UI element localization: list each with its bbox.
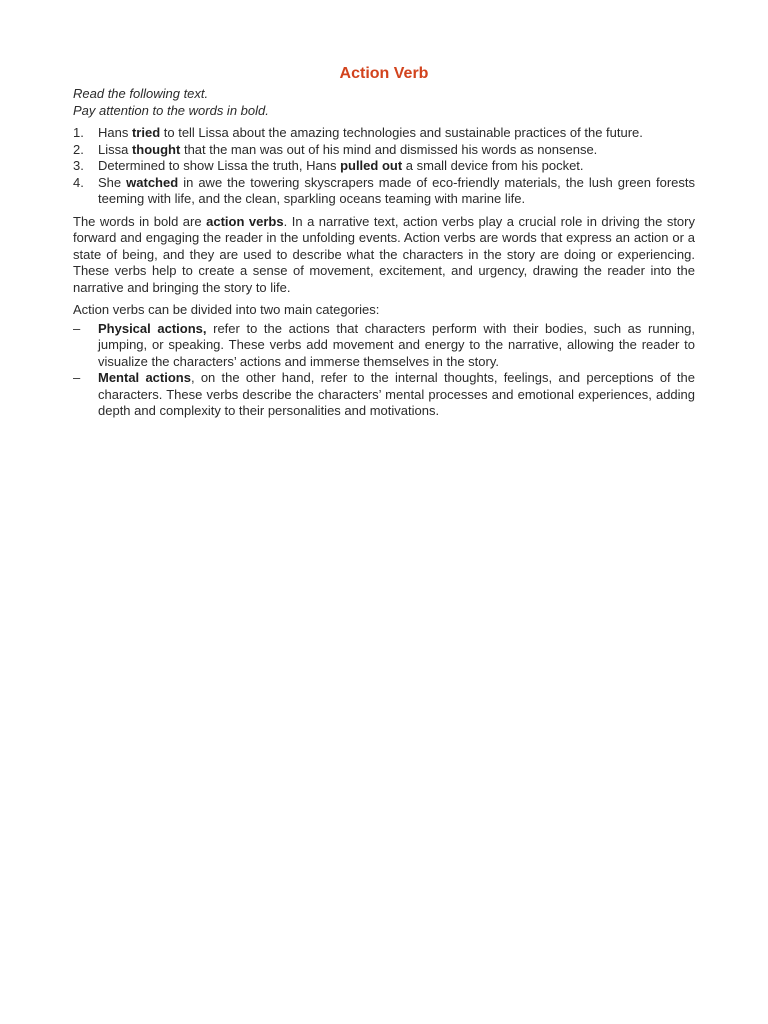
page-title: Action Verb [339,65,429,82]
action-verb: pulled out [340,158,403,173]
list-number: 4. [73,174,84,190]
document-page [73,64,695,420]
list-number: 3. [73,158,84,173]
category-term: Physical actions, [98,320,207,336]
example-sentence [73,142,695,159]
category-item [73,370,695,420]
category-description: , on the other hand, refer to the internal thoughts, feelings, and perceptions of the characters. These verbs describe the characters’ mental processes and emotional experiences, adding depth and complexity to their personalities and motivations. [98,370,695,418]
dash-bullet: – [73,320,81,336]
paragraph-text: The words in bold are [73,213,207,229]
category-item [73,321,695,371]
paragraph-text: . In a narrative text, action verbs play a crucial role in driving the story forward and engaging the reader in the unfolding events. Action verbs are words that express an action or a state of being, and they are used to describe what the characters in the story are doing or experiencing. These verbs help to create a sense of movement, excitement, and urgency, drawing the reader into the narrative and bringing the story to life. [73,213,695,295]
sentence-text: Lissa [98,141,132,157]
action-verb: thought [131,141,181,157]
dash-bullet: – [73,370,81,385]
example-sentence-list [73,125,695,208]
action-verb: tried [131,125,161,140]
sentence-text: to tell Lissa about the amazing technologies and sustainable practices of the future. [160,125,643,140]
sentence-text: Hans [98,125,132,140]
action-verb: watched [126,174,179,190]
categories-intro: Action verbs can be divided into two main categories: [73,302,380,317]
instruction-line: Pay attention to the words in bold. [73,102,269,118]
sentence-text: Determined to show Lissa the truth, Hans [98,158,341,173]
example-sentence [73,125,695,142]
explanation-paragraph [73,214,695,297]
sentence-text: a small device from his pocket. [402,158,584,173]
list-number: 1. [73,125,84,140]
category-list [73,321,695,420]
key-term: action verbs [206,213,284,229]
category-term: Mental actions [98,370,191,385]
sentence-text: She [98,174,127,190]
list-number: 2. [73,141,84,157]
instruction-line: Read the following text. [73,86,209,101]
example-sentence [73,175,695,208]
category-description: refer to the actions that characters perform with their bodies, such as running, jumping, or speaking. These verbs add movement and energy to the narrative, allowing the reader to visualize the characters’ actions and immerse themselves in the story. [98,320,695,369]
sentence-text: that the man was out of his mind and dismissed his words as nonsense. [180,141,598,157]
example-sentence [73,158,695,175]
sentence-text: in awe the towering skyscrapers made of eco-friendly materials, the lush green forests teeming with life, and the clean, sparkling oceans teaming with marine life. [98,174,695,206]
